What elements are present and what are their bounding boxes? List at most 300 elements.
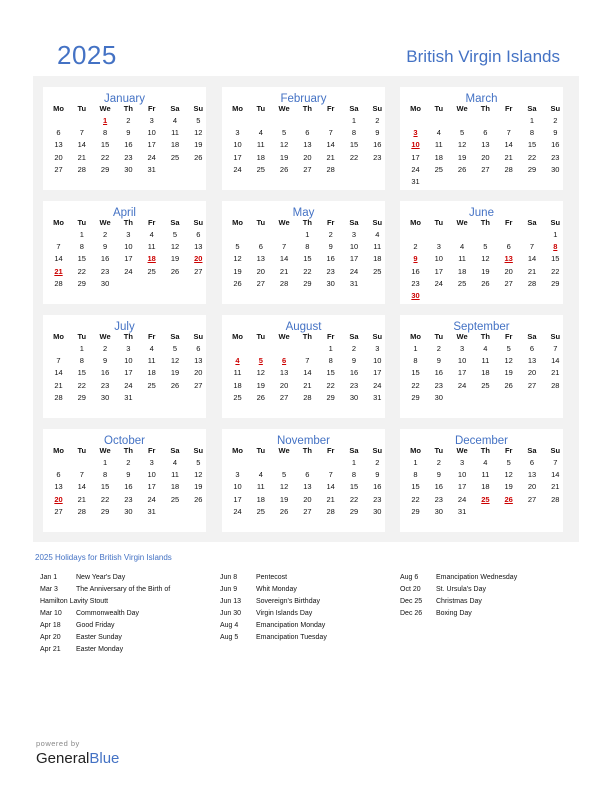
calendar-day: 30	[434, 506, 443, 516]
weekday-label: Sa	[349, 332, 359, 341]
calendar-day: 10	[233, 482, 242, 492]
calendar-day: 30	[434, 392, 443, 402]
weekday-label: Th	[302, 218, 312, 227]
weekday-label: Fr	[504, 104, 513, 113]
holiday-name: Whit Monday	[256, 586, 297, 593]
calendar-day: 7	[282, 242, 287, 252]
calendar-day: 31	[349, 278, 359, 288]
calendar-day: 12	[233, 254, 242, 264]
holiday-name: Emancipation Tuesday	[256, 634, 327, 641]
month-august	[222, 315, 385, 418]
weekday-label: Su	[372, 104, 383, 113]
calendar-day: 6	[305, 128, 310, 138]
calendar-day: 15	[411, 482, 420, 492]
calendar-day: 15	[326, 368, 335, 378]
calendar-day: 17	[373, 368, 382, 378]
calendar-day: 15	[527, 140, 537, 150]
calendar-day: 25	[170, 152, 180, 162]
weekday-label: Tu	[256, 332, 266, 341]
weekday-label: Su	[372, 332, 383, 341]
weekday-label: We	[99, 332, 111, 341]
calendar-day: 27	[481, 164, 490, 174]
brand-general: General	[36, 750, 90, 767]
weekday-label: Tu	[77, 218, 87, 227]
calendar-day: 30	[551, 164, 560, 174]
calendar-day: 13	[279, 368, 289, 378]
calendar-day: 26	[170, 266, 180, 276]
calendar-day: 1	[305, 230, 310, 239]
holiday-date: Jun 30	[220, 610, 242, 617]
month-name: May	[292, 207, 315, 219]
calendar-day: 14	[504, 140, 513, 150]
calendar-day: 19	[194, 482, 203, 492]
weekday-label: Mo	[53, 218, 64, 227]
holiday-date: Jun 8	[220, 574, 238, 581]
month-april	[43, 201, 206, 304]
holiday-row	[40, 586, 220, 610]
holiday-day: 5	[258, 356, 263, 366]
calendar-day: 6	[56, 470, 61, 480]
brand-blue: Blue	[89, 750, 120, 767]
calendar-day: 19	[279, 152, 289, 162]
month-february	[222, 87, 385, 190]
calendar-day: 12	[279, 482, 289, 492]
calendar-day: 10	[124, 356, 133, 366]
calendar-day: 9	[436, 470, 441, 480]
holiday-row	[40, 574, 220, 586]
calendar-day: 3	[235, 470, 240, 480]
month-name: October	[104, 435, 145, 447]
calendar-day: 20	[504, 266, 513, 276]
calendar-day: 3	[126, 344, 131, 353]
holiday-date: Aug 6	[400, 574, 419, 581]
holiday-day: 21	[54, 266, 63, 276]
calendar-day: 29	[411, 506, 420, 516]
month-september	[400, 315, 563, 418]
calendar-day: 25	[170, 494, 180, 504]
calendar-day: 14	[551, 356, 560, 366]
calendar-day: 26	[481, 278, 490, 288]
weekday-label: We	[456, 218, 468, 227]
calendar-day: 7	[328, 128, 333, 138]
calendar-day: 31	[457, 506, 467, 516]
holiday-name: Easter Sunday	[76, 634, 122, 641]
holiday-name: The Anniversary of the Birth of	[76, 586, 171, 593]
calendar-day: 16	[100, 368, 110, 378]
weekday-label: Th	[123, 218, 133, 227]
calendar-day: 24	[411, 164, 420, 174]
calendar-day: 20	[481, 152, 490, 162]
calendar-day: 15	[100, 482, 110, 492]
calendar-day: 14	[54, 254, 63, 264]
calendar-day: 25	[481, 380, 490, 390]
calendar-day: 18	[256, 152, 265, 162]
calendar-day: 19	[170, 254, 180, 264]
weekday-label: We	[278, 218, 290, 227]
weekday-label: We	[456, 104, 468, 113]
calendar-day: 10	[147, 128, 156, 138]
calendar-day: 22	[303, 266, 312, 276]
calendar-day: 19	[481, 266, 490, 276]
holiday-name: Christmas Day	[436, 598, 482, 605]
calendar-day: 4	[436, 128, 441, 138]
month-january	[43, 87, 206, 190]
holidays-column	[400, 574, 580, 622]
holiday-name: St. Ursula's Day	[436, 586, 486, 593]
weekday-label: Th	[123, 332, 133, 341]
holidays-column	[220, 574, 400, 646]
calendar-day: 7	[328, 470, 333, 480]
calendar-day: 20	[194, 368, 203, 378]
calendar-day: 2	[126, 458, 131, 467]
calendar-day: 11	[147, 356, 156, 366]
calendar-day: 27	[303, 164, 312, 174]
calendar-day: 21	[551, 482, 560, 492]
calendar-day: 29	[551, 278, 560, 288]
calendar-day: 29	[411, 392, 420, 402]
weekday-label: Mo	[53, 446, 64, 455]
calendar-day: 7	[56, 356, 61, 366]
calendar-day: 28	[551, 494, 560, 504]
calendar-day: 13	[527, 470, 537, 480]
holiday-date: Apr 21	[40, 646, 61, 653]
calendar-day: 11	[434, 140, 443, 150]
calendar-day: 11	[373, 242, 382, 252]
calendar-day: 1	[79, 230, 84, 239]
calendar-day: 19	[457, 152, 467, 162]
calendar-day: 5	[506, 458, 511, 467]
calendar-day: 9	[553, 128, 558, 138]
calendar-day: 15	[303, 254, 312, 264]
calendar-day: 8	[529, 128, 535, 138]
calendar-day: 28	[279, 278, 289, 288]
calendar-day: 23	[349, 380, 359, 390]
calendar-day: 18	[233, 380, 242, 390]
month-may	[222, 201, 385, 304]
calendar-day: 28	[551, 380, 560, 390]
calendar-day: 12	[170, 356, 180, 366]
brand-logo	[36, 750, 119, 767]
holiday-name: Virgin Islands Day	[256, 610, 313, 617]
calendar-day: 1	[553, 230, 558, 239]
calendar-day: 18	[434, 152, 443, 162]
calendar-day: 17	[124, 368, 133, 378]
calendar-day: 5	[196, 458, 201, 467]
calendar-day: 30	[326, 278, 335, 288]
weekday-label: Fr	[504, 332, 513, 341]
weekday-label: Tu	[256, 104, 266, 113]
holiday-date: Oct 20	[400, 586, 421, 593]
holiday-row	[220, 574, 400, 586]
calendar-day: 8	[328, 356, 333, 366]
calendar-day: 21	[527, 266, 537, 276]
calendar-day: 27	[256, 278, 265, 288]
weekday-label: Sa	[170, 332, 180, 341]
calendar-day: 26	[279, 164, 289, 174]
calendar-day: 8	[413, 356, 418, 366]
weekday-label: Fr	[326, 218, 335, 227]
calendar-day: 10	[233, 140, 242, 150]
weekday-label: Su	[193, 104, 204, 113]
calendar-day: 11	[256, 140, 265, 150]
weekday-label: Tu	[434, 218, 444, 227]
holiday-row	[40, 622, 220, 634]
calendar-day: 10	[434, 254, 443, 264]
weekday-label: Sa	[527, 104, 537, 113]
calendar-day: 17	[147, 482, 156, 492]
weekday-label: Th	[302, 446, 312, 455]
month-june	[400, 201, 563, 304]
holiday-day: 6	[282, 356, 287, 366]
calendar-day: 28	[527, 278, 537, 288]
holiday-name: Emancipation Monday	[256, 622, 326, 629]
calendar-day: 7	[506, 128, 511, 138]
weekday-label: Mo	[232, 446, 243, 455]
calendar-day: 2	[126, 116, 131, 125]
calendar-day: 4	[149, 344, 154, 353]
holiday-row	[220, 610, 400, 622]
calendar-day: 20	[303, 494, 312, 504]
calendar-day: 27	[194, 380, 203, 390]
calendar-day: 4	[258, 470, 263, 480]
calendar-day: 29	[349, 506, 359, 516]
calendar-day: 17	[124, 254, 133, 264]
month-name: February	[280, 93, 327, 105]
calendar-day: 15	[551, 254, 560, 264]
calendar-day: 8	[351, 128, 357, 138]
weekday-label: Sa	[527, 332, 537, 341]
calendar-day: 7	[79, 470, 84, 480]
weekday-label: Fr	[326, 104, 335, 113]
calendar-day: 6	[529, 344, 535, 353]
calendar-day: 5	[506, 344, 511, 353]
calendar-day: 5	[282, 128, 287, 138]
calendar-day: 19	[233, 266, 242, 276]
calendar-day: 22	[349, 494, 359, 504]
calendar-day: 16	[411, 266, 420, 276]
calendar-day: 3	[149, 116, 154, 125]
calendar-day: 17	[233, 152, 242, 162]
calendar-day: 12	[170, 242, 180, 252]
calendar-day: 15	[100, 140, 110, 150]
month-name: July	[114, 321, 135, 333]
holiday-day: 30	[411, 291, 420, 300]
calendar-day: 24	[373, 380, 382, 390]
calendar-day: 9	[436, 356, 441, 366]
calendar-day: 25	[434, 164, 443, 174]
calendar-day: 22	[326, 380, 335, 390]
holiday-date: Dec 26	[400, 610, 423, 617]
calendar-day: 24	[457, 494, 467, 504]
weekday-label: Fr	[504, 446, 513, 455]
weekday-label: Su	[193, 332, 204, 341]
calendar-day: 4	[460, 242, 465, 252]
calendar-day: 3	[149, 458, 154, 467]
weekday-label: Tu	[77, 332, 87, 341]
calendar-day: 13	[54, 140, 63, 150]
calendar-day: 24	[349, 266, 359, 276]
holiday-date: Jun 13	[220, 598, 242, 605]
calendar-day: 16	[434, 482, 443, 492]
holiday-row	[220, 634, 400, 646]
calendar-day: 28	[504, 164, 513, 174]
weekday-label: We	[99, 446, 111, 455]
calendar-day: 1	[413, 458, 418, 467]
calendar-day: 26	[170, 380, 180, 390]
calendar-day: 16	[124, 140, 133, 150]
weekday-label: Th	[480, 446, 490, 455]
month-march	[400, 87, 563, 190]
holiday-day: 20	[54, 494, 63, 504]
month-name: September	[453, 321, 510, 333]
calendar-day: 22	[77, 380, 86, 390]
calendar-day: 22	[411, 494, 420, 504]
weekday-label: Tu	[256, 446, 266, 455]
calendar-day: 18	[481, 368, 490, 378]
weekday-label: Mo	[410, 446, 421, 455]
calendar-day: 6	[483, 128, 488, 138]
calendar-day: 17	[349, 254, 359, 264]
calendar-day: 13	[194, 242, 203, 252]
calendar-day: 20	[54, 152, 63, 162]
calendar-day: 11	[147, 242, 156, 252]
weekday-label: Mo	[232, 104, 243, 113]
calendar-day: 23	[326, 266, 335, 276]
weekday-label: Fr	[147, 446, 156, 455]
weekday-label: Fr	[326, 332, 335, 341]
holiday-date: Mar 10	[40, 610, 62, 617]
calendar-day: 19	[504, 482, 513, 492]
calendar-day: 13	[303, 140, 312, 150]
calendar-day: 13	[194, 356, 203, 366]
calendar-day: 23	[551, 152, 560, 162]
calendar-day: 5	[460, 128, 465, 138]
month-name: November	[276, 435, 331, 447]
weekday-label: Sa	[170, 104, 180, 113]
calendar-day: 28	[54, 392, 63, 402]
weekday-label: Sa	[527, 218, 537, 227]
country-title: British Virgin Islands	[406, 47, 560, 66]
calendar-day: 12	[279, 140, 289, 150]
calendar-day: 14	[77, 482, 86, 492]
calendar-day: 28	[326, 506, 335, 516]
calendar-day: 20	[527, 482, 537, 492]
calendar-day: 24	[233, 506, 242, 516]
calendar-day: 24	[434, 278, 443, 288]
calendar-day: 7	[56, 242, 61, 252]
calendar-day: 9	[103, 356, 108, 366]
calendar-day: 21	[551, 368, 560, 378]
calendar-day: 28	[77, 506, 86, 516]
weekday-label: Sa	[170, 218, 180, 227]
calendar-day: 27	[194, 266, 203, 276]
calendar-day: 27	[527, 494, 537, 504]
calendar-day: 27	[54, 164, 63, 174]
holiday-day: 3	[413, 128, 418, 138]
calendar-day: 28	[54, 278, 63, 288]
calendar-day: 21	[303, 380, 312, 390]
calendar-day: 25	[147, 266, 156, 276]
holiday-row	[40, 634, 220, 646]
calendar-day: 13	[481, 140, 490, 150]
weekday-label: Tu	[434, 446, 444, 455]
weekday-label: Mo	[232, 332, 243, 341]
weekday-label: Su	[193, 446, 204, 455]
holiday-name: Emancipation Wednesday	[436, 574, 518, 581]
calendar-day: 24	[147, 494, 156, 504]
calendar-day: 11	[458, 254, 466, 264]
calendar-day: 11	[171, 470, 179, 480]
calendar-day: 30	[349, 392, 359, 402]
calendar-day: 11	[481, 356, 490, 366]
calendar-day: 4	[483, 458, 488, 467]
calendar-day: 3	[460, 458, 465, 467]
calendar-day: 18	[170, 482, 180, 492]
calendar-day: 12	[194, 128, 203, 138]
calendar-day: 5	[282, 470, 287, 480]
calendar-day: 29	[77, 392, 86, 402]
calendar-day: 15	[349, 140, 359, 150]
calendar-day: 3	[126, 230, 131, 239]
calendar-day: 14	[527, 254, 537, 264]
calendar-day: 31	[373, 392, 382, 402]
weekday-label: Fr	[504, 218, 513, 227]
calendar-day: 19	[194, 140, 203, 150]
calendar-day: 27	[54, 506, 63, 516]
calendar-day: 21	[77, 152, 86, 162]
calendar-day: 2	[553, 116, 558, 125]
calendar-day: 12	[457, 140, 467, 150]
weekday-label: Tu	[256, 218, 266, 227]
calendar-day: 8	[79, 242, 84, 252]
holiday-date: Dec 25	[400, 598, 423, 605]
calendar-day: 26	[194, 152, 203, 162]
calendar-day: 27	[504, 278, 513, 288]
holiday-day: 18	[147, 254, 156, 264]
calendar-day: 14	[551, 470, 560, 480]
calendar-day: 30	[100, 278, 110, 288]
calendar-day: 23	[434, 380, 443, 390]
weekday-label: Su	[372, 218, 383, 227]
calendar-day: 22	[100, 494, 110, 504]
holiday-name: Good Friday	[76, 622, 115, 629]
calendar-day: 5	[172, 344, 178, 353]
month-october	[43, 429, 206, 532]
calendar-day: 25	[256, 506, 265, 516]
calendar-day: 19	[504, 368, 513, 378]
weekday-label: Su	[550, 104, 561, 113]
calendar-day: 9	[328, 242, 333, 252]
weekday-label: Su	[550, 446, 561, 455]
calendar-day: 25	[373, 266, 382, 276]
weekday-label: Th	[302, 104, 312, 113]
calendar-day: 7	[79, 128, 84, 138]
calendar-day: 9	[126, 470, 131, 480]
weekday-label: Fr	[147, 104, 156, 113]
calendar-day: 17	[147, 140, 156, 150]
calendar-day: 30	[124, 506, 133, 516]
calendar-day: 12	[504, 470, 513, 480]
calendar-day: 23	[100, 380, 110, 390]
calendar-day: 27	[527, 380, 537, 390]
calendar-day: 5	[172, 230, 178, 239]
weekday-label: Th	[480, 104, 490, 113]
calendar-day: 16	[434, 368, 443, 378]
calendar-day: 6	[56, 128, 61, 138]
calendar-day: 26	[256, 392, 265, 402]
month-name: April	[112, 207, 136, 219]
month-name: March	[465, 93, 498, 105]
